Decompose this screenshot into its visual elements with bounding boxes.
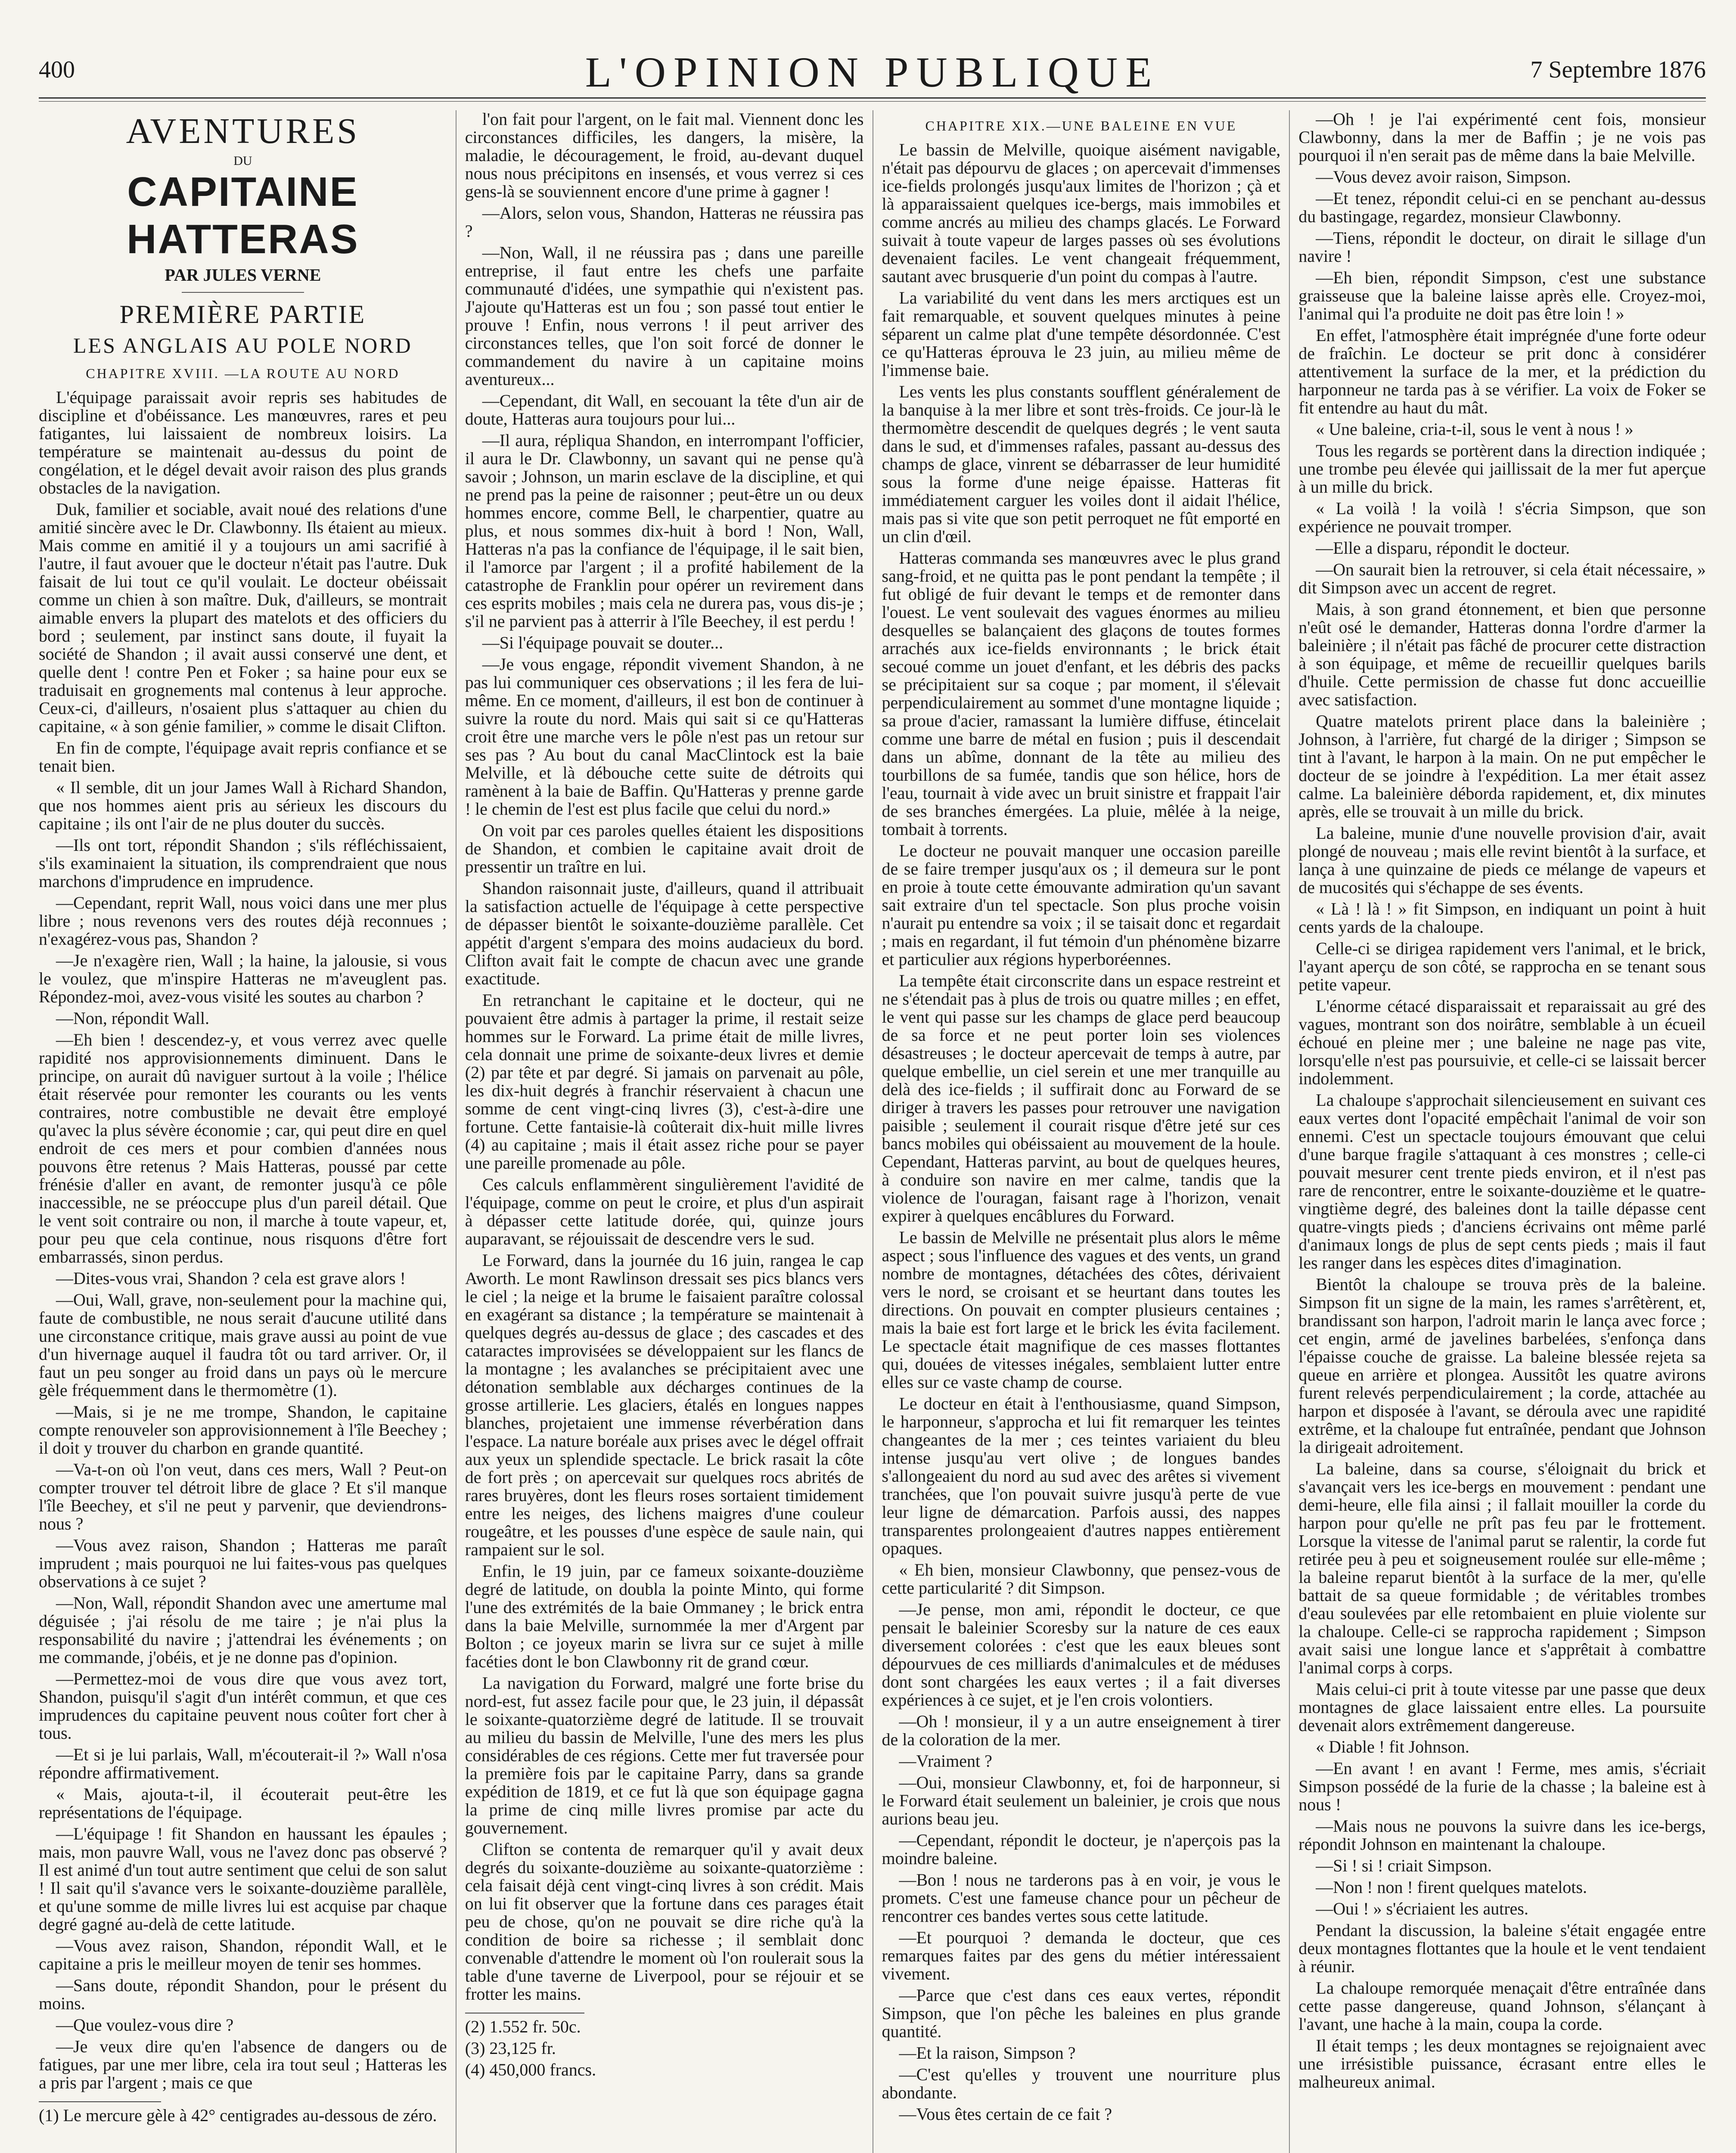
paragraph: —Cependant, répondit le docteur, je n'aperçois pas la moindre baleine. [882, 1830, 1281, 1868]
paragraph: Le docteur ne pouvait manquer une occasion pareille de se faire tremper jusqu'aux os ; il demeura sur le pont en proie à toute cette émouvante admiration qu'un savant sait extraire d'un tel spectacle. Son plus proche voisin n'aurait pu entendre sa voix ; il se taisait donc et regardait ; mais en regardant, il fut témoin d'un phénomène bizarre et particulier aux régions hyperboréennes. [882, 841, 1281, 969]
paragraph: En effet, l'atmosphère était imprégnée d'une forte odeur de fraîchin. Le docteur se prit donc à considérer attentivement la surface de la mer, et la prédiction du harponneur ne tarda pas à se vérifier. La voix de Foker se fit entendre au haut du mât. [1298, 326, 1706, 417]
paragraph: Quatre matelots prirent place dans la baleinière ; Johnson, à l'arrière, fut chargé de la diriger ; Simpson se tint à l'avant, le harpon à la main. On ne put empêcher le docteur de se joindre à l'expédition. La mer était assez calme. La baleinière déborda rapidement, et, dix minutes après, elle se trouvait à un mille du brick. [1298, 711, 1706, 821]
footnotes [39, 2106, 447, 2125]
paragraph: —Je pense, mon ami, répondit le docteur, ce que pensait le baleinier Scoresby sur la nature de ces eaux diversement colorées : c'est que les eaux bleues sont dépourvues de ces milliards d'animalcules et de méduses dont sont chargées les eaux vertes ; il a fait diverses expériences à ce sujet, et je l'en crois volontiers. [882, 1600, 1281, 1709]
paragraph: « Il semble, dit un jour James Wall à Richard Shandon, que nos hommes aient pris au sérieux les discours du capitaine ; ils ont l'air de ne plus douter du succès. [39, 778, 447, 833]
paragraph: —Je vous engage, répondit vivement Shandon, à ne pas lui communiquer ces observations ; il les fera de lui-même. En ce moment, d'ailleurs, il est bon de continuer à suivre la route du nord. Mais qui sait si ce qu'Hatteras croit être une marche vers le pôle n'est pas un retour sur ses pas ? Au bout du canal MacClintock est la baie Melville, et là débouche cette suite de détroits qui ramènent à la baie de Baffin. Qu'Hatteras y prenne garde ! le chemin de l'est est plus facile que celui du nord.» [465, 655, 864, 819]
paragraph: —Parce que c'est dans ces eaux vertes, répondit Simpson, que l'on pêche les baleines en plus grande quantité. [882, 1985, 1281, 2041]
paragraph: Enfin, le 19 juin, par ce fameux soixante-douzième degré de latitude, on doubla la pointe Minto, qui forme l'une des extrémités de la baie Ommaney ; le brick entra dans la baie Melville, surnommée la mer d'Argent par Bolton ; ce joyeux marin se livra sur ce sujet à mille facéties dont le bon Clawbonny rit de grand cœur. [465, 1561, 864, 1671]
paragraph: —Mais nous ne pouvons la suivre dans les ice-bergs, répondit Johnson en maintenant la chaloupe. [1298, 1816, 1706, 1854]
paragraph: —Oh ! monsieur, il y a un autre enseignement à tirer de la coloration de la mer. [882, 1712, 1281, 1749]
paragraph: —Sans doute, répondit Shandon, pour le présent du moins. [39, 1976, 447, 2013]
column-2 [456, 110, 873, 2153]
paragraph: —Cependant, dit Wall, en secouant la tête d'un air de doute, Hatteras aura toujours pour lui... [465, 391, 864, 428]
footnote: (4) 450,000 francs. [465, 2060, 596, 2079]
paragraph: —Oh ! je l'ai expérimenté cent fois, monsieur Clawbonny, dans la mer de Baffin ; je ne vois pas pourquoi il n'en serait pas de même dans la baie Melville. [1298, 110, 1706, 165]
serial-title: AVENTURES [126, 111, 360, 151]
paragraph: Le bassin de Melville ne présentait plus alors le même aspect ; sous l'influence des vagues et des vents, un grand nombre de montagnes, détachées des côtes, dérivaient vers le nord, se croisant et se heurtant dans toutes les directions. On pouvait en compter plusieurs centaines ; mais la baie est fort large et le brick les évita facilement. Le spectacle était magnifique de ces masses flottantes qui, douées de vitesses inégales, semblaient lutter entre elles sur ce vaste champ de course. [882, 1228, 1281, 1392]
paragraph: Clifton se contenta de remarquer qu'il y avait deux degrés du soixante-douzième au soixante-quatorzième : cela faisait déjà cent vingt-cinq livres à son crédit. Mais on lui fit observer que la fortune dans ces parages était peu de chose, qu'on ne pouvait se dire riche qu'à la condition de boire sa richesse ; il semblait donc convenable d'attendre le moment où l'on roulerait sous la table d'une taverne de Liverpool, pour se réjouir et se frotter les mains. [465, 1840, 864, 2004]
paragraph: Pendant la discussion, la baleine s'était engagée entre deux montagnes flottantes que la houle et le vent tendaient à réunir. [1298, 1920, 1706, 1976]
paragraph: —Non, Wall, répondit Shandon avec une amertume mal déguisée ; j'ai résolu de me taire ; je n'ai plus la responsabilité du navire ; j'attendrai les événements ; on me commande, j'obéis, et je ne donne pas d'opinion. [39, 1593, 447, 1667]
paragraph: Celle-ci se dirigea rapidement vers l'animal, et le brick, l'ayant aperçu de son côté, se rapprocha en se tenant sous petite vapeur. [1298, 939, 1706, 994]
paragraph: —Je veux dire qu'en l'absence de dangers ou de fatigues, par une mer libre, cela ira tout seul ; Hatteras les a pris par l'argent ; mais ce que [39, 2037, 447, 2092]
column-body [1298, 110, 1706, 2091]
paragraph: —Que voulez-vous dire ? [56, 2015, 234, 2035]
paragraph: Les vents les plus constants soufflent généralement de la banquise à la mer libre et sont très-froids. Ce jour-là le thermomètre descendit de quelques degrés ; le vent sauta dans le sud, et d'immenses rafales, passant au-dessus des champs de glace, vinrent se débarrasser de leur humidité sous la forme d'une neige épaisse. Hatteras fit immédiatement carguer les voiles dont il aidait l'hélice, mais pas si vite que son petit perroquet ne fût emporté en un clin d'œil. [882, 382, 1281, 546]
paragraph: —Oui, monsieur Clawbonny, et, foi de harponneur, si le Forward était seulement un baleinier, je crois que nous aurions beau jeu. [882, 1773, 1281, 1828]
paragraph: —Et la raison, Simpson ? [899, 2043, 1076, 2063]
paragraph: —Dites-vous vrai, Shandon ? cela est grave alors ! [56, 1269, 406, 1288]
paragraph: Bientôt la chaloupe se trouva près de la baleine. Simpson fit un signe de la main, les rames s'arrêtèrent, et, brandissant son harpon, l'adroit marin le lança avec force ; cet engin, armé de javelines barbelées, s'enfonça dans l'épaisse couche de graisse. La baleine blessée rejeta sa queue en arrière et plongea. Aussitôt les quatre avirons furent relevés perpendiculairement ; la corde, attachée au harpon et disposée à l'avant, se déroula avec une rapidité extrême, et la chaloupe fut entraînée, pendant que Johnson la dirigeait adroitement. [1298, 1275, 1706, 1457]
paragraph: L'énorme cétacé disparaissait et reparaissait au gré des vagues, montrant son dos noirâtre, semblable à un écueil échoué en pleine mer ; une baleine ne nage pas vite, lorsqu'elle n'est pas poursuivie, et celle-ci se laissait bercer indolemment. [1298, 996, 1706, 1088]
serial-du: DU [233, 154, 252, 168]
paragraph: —Ils ont tort, répondit Shandon ; s'ils réfléchissaient, s'ils examinaient la situation, ils comprendraient que nous marchons d'imprudence en imprudence. [39, 835, 447, 891]
paragraph: —En avant ! en avant ! Ferme, mes amis, s'écriait Simpson possédé de la furie de la chasse ; la baleine est à nous ! [1298, 1759, 1706, 1814]
masthead-rule [39, 97, 1706, 102]
paragraph: —Vous avez raison, Shandon ; Hatteras me paraît imprudent ; mais pourquoi ne lui faites-vous pas quelques observations à ce sujet ? [39, 1536, 447, 1591]
paragraph: « La voilà ! la voilà ! s'écria Simpson, que son expérience ne pouvait tromper. [1298, 499, 1706, 536]
paragraph: —Bon ! nous ne tarderons pas à en voir, je vous le promets. C'est une fameuse chance pour un pêcheur de rencontrer ces bandes vertes sous cette latitude. [882, 1870, 1281, 1926]
paragraph: —Mais, si je ne me trompe, Shandon, le capitaine compte renouveler son approvisionnement à l'île Beechey ; il doit y trouver du charbon en grande quantité. [39, 1402, 447, 1458]
column-body [39, 388, 447, 2092]
paragraph: —Oui, Wall, grave, non-seulement pour la machine qui, faute de combustible, ne nous serait d'aucune utilité dans une circonstance critique, mais grave aussi au point de vue d'un hivernage auquel il faudra tôt ou tard arriver. Or, il faut un peu songer au froid dans un pays où le mercure gèle fréquemment dans le thermomètre (1). [39, 1290, 447, 1400]
paragraph: —L'équipage ! fit Shandon en haussant les épaules ; mais, mon pauvre Wall, vous ne l'avez donc pas observé ? Il est animé d'un tout autre sentiment que celui de son salut ! Il sait qu'il s'avance vers le soixante-douzième parallèle, et qu'une somme de mille livres lui est acquise par chaque degré gagné au-delà de cette latitude. [39, 1824, 447, 1934]
column-body [465, 110, 864, 2003]
paragraph: —Et si je lui parlais, Wall, m'écouterait-il ?» Wall n'osa répondre affirmativement. [39, 1745, 447, 1782]
paragraph: La variabilité du vent dans les mers arctiques est un fait remarquable, et souvent quelques minutes à peine séparent un calme plat d'une tempête désordonnée. C'est ce qu'Hatteras éprouva le 23 juin, au milieu même de l'immense baie. [882, 288, 1281, 380]
journal-title: L'OPINION PUBLIQUE [585, 48, 1160, 96]
footnote: (3) 23,125 fr. [465, 2038, 556, 2058]
article-columns [39, 110, 1706, 2153]
paragraph: Le docteur en était à l'enthousiasme, quand Simpson, le harponneur, s'approcha et lui fit remarquer les teintes changeantes de la mer ; ces teintes variaient du bleu intense jusqu'au vert olive ; de longues bandes s'allongeaient du nord au sud avec des arêtes si vivement tranchées, que l'on pouvait suivre jusqu'à perte de vue leur ligne de démarcation. Parfois aussi, des nappes transparentes prolongeaient d'autres nappes entièrement opaques. [882, 1394, 1281, 1558]
paragraph: —Non ! non ! firent quelques matelots. [1316, 1877, 1587, 1897]
divider [182, 292, 304, 293]
paragraph: —C'est qu'elles y trouvent une nourriture plus abondante. [882, 2065, 1281, 2102]
paragraph: —Eh bien, répondit Simpson, c'est une substance graisseuse que la baleine laisse après elle. Croyez-moi, l'animal qui l'a produite ne doit pas être loin ! » [1298, 268, 1706, 323]
paragraph: —Eh bien ! descendez-y, et vous verrez avec quelle rapidité nos approvisionnements diminuent. Dans le principe, on aurait dû naviguer surtout à la voile ; l'hélice était réservée pour remonter les courants ou les vents contraires, notre combustible ne devait être employé qu'avec la plus sévère économie ; car, qui peut dire en quel endroit de ces mers et pour combien d'années nous pouvons être retenus ? Mais Hatteras, poussé par cette frénésie d'aller en avant, de remonter jusqu'à ce pôle inaccessible, ne se préoccupe plus d'un pareil détail. Que le vent soit contraire ou non, il marche à toute vapeur, et, pour peu que cela continue, nous risquons d'être fort embarrassés, sinon perdus. [39, 1030, 447, 1266]
paragraph: —On saurait bien la retrouver, si cela était nécessaire, » dit Simpson avec un accent de regret. [1298, 560, 1706, 597]
paragraph: —Si ! si ! criait Simpson. [1316, 1856, 1492, 1875]
serial-author: PAR JULES VERNE [165, 265, 321, 285]
serial-heading [39, 110, 447, 358]
paragraph: « Diable ! fit Johnson. [1316, 1737, 1469, 1756]
paragraph: —Et tenez, répondit celui-ci en se penchant au-dessus du bastingage, regardez, monsieur Clawbonny. [1298, 189, 1706, 226]
paragraph: —Si l'équipage pouvait se douter... [482, 633, 724, 652]
paragraph: —Vous devez avoir raison, Simpson. [1316, 167, 1571, 186]
page-number: 400 [39, 56, 75, 83]
paragraph: Il était temps ; les deux montagnes se rejoignaient avec une irrésistible puissance, écrasant entre elles le malheureux animal. [1298, 2036, 1706, 2091]
column-4 [1289, 110, 1706, 2153]
masthead [39, 43, 1706, 95]
paragraph: —Non, Wall, il ne réussira pas ; dans une pareille entreprise, il faut entre les chefs une parfaite communauté d'idées, une sympathie qui n'existent pas. J'ajoute qu'Hatteras est un fou ; son passé tout entier le prouve ! Enfin, nous verrons ! il peut arriver des circonstances telles, que l'on soit forcé de donner le commandement du navire à un capitaine moins aventureux... [465, 243, 864, 389]
paragraph: Duk, familier et sociable, avait noué des relations d'une amitié sincère avec le Dr. Clawbonny. Ils étaient au mieux. Mais comme en amitié il y a toujours un ami sacrifié à l'autre, il faut avouer que le docteur n'était pas l'autre. Duk faisait de lui tout ce qu'il voulait. Le docteur obéissait comme un chien à son maître. Duk, d'ailleurs, se montrait aimable envers la plupart des matelots et des officiers du bord ; seulement, par instinct sans doute, il fuyait la société de Shandon ; il avait aussi conservé une dent, et quelle dent ! contre Pen et Foker ; sa haine pour eux se traduisait en grognements mal contenus à leur approche. Ceux-ci, d'ailleurs, n'osaient plus s'attaquer au chien du capitaine, « à son génie familier, » comme le disait Clifton. [39, 499, 447, 736]
paragraph: L'équipage paraissait avoir repris ses habitudes de discipline et d'obéissance. Les manœuvres, rares et peu fatigantes, lui laissaient de nombreux loisirs. La température se maintenait au-dessus du point de congélation, et le dégel devait avoir raison des plus grands obstacles de la navigation. [39, 388, 447, 497]
paragraph: « Eh bien, monsieur Clawbonny, que pensez-vous de cette particularité ? dit Simpson. [882, 1560, 1281, 1598]
paragraph: Ces calculs enflammèrent singulièrement l'avidité de l'équipage, comme on peut le croire, et plus d'un aspirait à dépasser cette latitude dorée, qui, quinze jours auparavant, se réjouissait de descendre vers le sud. [465, 1175, 864, 1248]
paragraph: Le Forward, dans la journée du 16 juin, rangea le cap Aworth. Le mont Rawlinson dressait ses pics blancs vers le ciel ; la neige et la brume le faisaient paraître colossal en exagérant sa distance ; la température se maintenait à quelques degrés au-dessus de glace ; des cascades et des cataractes improvisées se développaient sur les flancs de la montagne ; les avalanches se précipitaient avec une détonation semblable aux décharges continues de la grosse artillerie. Les glaciers, étalés en longues nappes blanches, projetaient une immense réverbération dans l'espace. La nature boréale aux prises avec le dégel offrait aux yeux un splendide spectacle. Le brick rasait la côte de fort près ; on apercevait sur quelques rocs abrités de rares bruyères, dont les fleurs roses sortaient timidement entre les neiges, des lichens maigres d'une couleur rougeâtre, et les pousses d'une espèce de saule nain, qui rampaient sur le sol. [465, 1250, 864, 1559]
paragraph: —Et pourquoi ? demanda le docteur, que ces remarques faites par des gens du métier intéressaient vivement. [882, 1928, 1281, 1983]
paragraph: La chaloupe s'approchait silencieusement en suivant ces eaux vertes dont l'opacité empêchait l'animal de voir son ennemi. C'est un spectacle toujours émouvant que celui d'une barque fragile s'attaquant à ces monstres ; celle-ci pouvait mesurer cent trente pieds environ, et il n'est pas rare de rencontrer, entre le soixante-douzième et le quatre-vingtième degré, des baleines dont la taille dépasse cent quatre-vingts pieds ; d'anciens écrivains ont même parlé d'animaux longs de plus de sept cents pieds ; mais il faut les ranger dans les espèces dites d'imagination. [1298, 1090, 1706, 1272]
paragraph: —Vous êtes certain de ce fait ? [899, 2104, 1112, 2124]
paragraph: La baleine, dans sa course, s'éloignait du brick et s'avançait vers les ice-bergs en mouvement : pendant une demi-heure, elle fila ainsi ; il fallait mouiller la corde du harpon pour qu'elle ne prît pas feu par le frottement. Lorsque la vitesse de l'animal parut se ralentir, la corde fut retirée peu à peu et soigneusement roulée sur elle-même ; la baleine reparut bientôt à la surface de la mer, qu'elle battait de sa queue formidable ; de véritables trombes d'eau soulevées par elle retombaient en pluie violente sur la chaloupe. Celle-ci se rapprocha rapidement ; Simpson avait saisi une longue lance et s'apprêtait à combattre l'animal corps à corps. [1298, 1459, 1706, 1677]
paragraph: —Alors, selon vous, Shandon, Hatteras ne réussira pas ? [465, 203, 864, 241]
paragraph: En fin de compte, l'équipage avait repris confiance et se tenait bien. [39, 738, 447, 776]
chapter-heading: CHAPITRE XIX.—UNE BALEINE EN VUE [925, 118, 1237, 133]
paragraph: —Permettez-moi de vous dire que vous avez tort, Shandon, puisqu'il s'agit d'un intérêt commun, et que ces imprudences du capitaine peuvent nous coûter fort cher à tous. [39, 1669, 447, 1743]
paragraph: La chaloupe remorquée menaçait d'être entraînée dans cette passe dangereuse, quand Johnson, s'élançant à l'avant, une hache à la main, coupa la corde. [1298, 1978, 1706, 2034]
paragraph: —Vraiment ? [899, 1751, 992, 1771]
paragraph: —Je n'exagère rien, Wall ; la haine, la jalousie, si vous le voulez, que m'inspire Hatteras ne m'aveuglent pas. Répondez-moi, avez-vous visité les soutes au charbon ? [39, 951, 447, 1006]
paragraph: Le bassin de Melville, quoique aisément navigable, n'était pas dépourvu de glaces ; on apercevait d'immenses ice-fields prolongés jusqu'aux limites de l'horizon ; çà et là apparaissaient quelques ice-bergs, mais immobiles et comme ancrés au milieu des champs glacés. Le Forward suivait à toute vapeur de larges passes où ses évolutions devenaient faciles. Le vent changeait fréquemment, sautant avec brusquerie d'un point du compas à l'autre. [882, 140, 1281, 286]
paragraph: Mais celui-ci prit à toute vitesse par une passe que deux montagnes de glace laissaient entre elles. La poursuite devenait alors extrêmement dangereuse. [1298, 1679, 1706, 1735]
paragraph: « Là ! là ! » fit Simpson, en indiquant un point à huit cents yards de la chaloupe. [1298, 899, 1706, 937]
paragraph: « Une baleine, cria-t-il, sous le vent à nous ! » [1316, 419, 1634, 439]
serial-name: CAPITAINE HATTERAS [127, 169, 359, 262]
footnote-rule [39, 2101, 161, 2102]
footnotes [465, 2018, 864, 2079]
paragraph: En retranchant le capitaine et le docteur, qui ne pouvaient être admis à partager la prime, il restait seize hommes sur le Forward. La prime était de mille livres, cela donnait une prime de soixante-deux livres et demie (2) par tête et par degré. Si jamais on parvenait au pôle, les dix-huit degrés à franchir réservaient à chacun une somme de cent vingt-cinq livres (3), c'est-à-dire une fortune. Cette fantaisie-là coûterait dix-huit mille livres (4) au capitaine ; mais il était assez riche pour se payer une pareille promenade au pôle. [465, 990, 864, 1173]
footnote: (1) Le mercure gèle à 42° centigrades au-dessous de zéro. [39, 2106, 437, 2125]
column-1 [39, 110, 456, 2153]
paragraph: —Tiens, répondit le docteur, on dirait le sillage d'un navire ! [1298, 228, 1706, 266]
column-3 [873, 110, 1289, 2153]
footnote: (2) 1.552 fr. 50c. [465, 2017, 581, 2036]
paragraph: —Elle a disparu, répondit le docteur. [1316, 538, 1570, 558]
paragraph: Mais, à son grand étonnement, et bien que personne n'eût osé le demander, Hatteras donna l'ordre d'armer la baleinière ; il n'était pas fâché de procurer cette distraction à son équipage, et même de recueillir quelques barils d'huile. Cette permission de chasse fut donc accueillie avec satisfaction. [1298, 599, 1706, 709]
paragraph: l'on fait pour l'argent, on le fait mal. Viennent donc les circonstances difficiles, les dangers, la misère, la maladie, le découragement, le froid, au-devant duquel nous nous précipitons en insensés, et vous verrez si ces gens-là se souviennent encore d'une prime à gagner ! [465, 110, 864, 201]
paragraph: —Cependant, reprit Wall, nous voici dans une mer plus libre ; nous revenons vers des routes déjà reconnues ; n'exagérez-vous pas, Shandon ? [39, 893, 447, 949]
issue-date: 7 Septembre 1876 [1530, 56, 1706, 83]
paragraph: —Vous avez raison, Shandon, répondit Wall, et le capitaine a pris le meilleur moyen de tenir ses hommes. [39, 1936, 447, 1973]
part-title: PREMIÈRE PARTIE [119, 300, 366, 329]
paragraph: —Va-t-on où l'on veut, dans ces mers, Wall ? Peut-on compter trouver tel détroit libre de glace ? Et s'il manque l'île Beechey, et s'il ne peut y parvenir, que deviendrons-nous ? [39, 1460, 447, 1533]
paragraph: Tous les regards se portèrent dans la direction indiquée ; une trombe peu élevée qui jaillissait de la mer fut aperçue à un mille du brick. [1298, 441, 1706, 496]
column-body [882, 141, 1281, 2123]
paragraph: Hatteras commanda ses manœuvres avec le plus grand sang-froid, et ne quitta pas le pont pendant la tempête ; il fut obligé de fuir devant le temps et de remonter dans l'ouest. Le vent soulevait des vagues énormes au milieu desquelles se balançaient des glaçons de toutes formes arrachés aux ice-fields environnants ; le brick était secoué comme un jouet d'enfant, et les débris des packs se précipitaient sur sa coque ; par moment, il s'élevait perpendiculairement au sommet d'une montagne liquide ; sa proue d'acier, ramassant la lumière diffuse, étincelait comme une barre de métal en fusion ; puis il descendait dans un abîme, donnant de la tête au milieu des tourbillons de sa fumée, tandis que son hélice, hors de l'eau, tournait à vide avec un bruit sinistre et frappait l'air de ses branches émergées. La pluie, mêlée à la neige, tombait à torrents. [882, 548, 1281, 839]
chapter-heading: CHAPITRE XVIII. —LA ROUTE AU NORD [86, 366, 400, 381]
paragraph: On voit par ces paroles quelles étaient les dispositions de Shandon, et combien le capitaine avait droit de pressentir un traître en lui. [465, 821, 864, 876]
paragraph: —Non, répondit Wall. [56, 1008, 209, 1028]
paragraph: « Mais, ajouta-t-il, il écouterait peut-être les représentations de l'équipage. [39, 1784, 447, 1822]
paragraph: Shandon raisonnait juste, d'ailleurs, quand il attribuait la satisfaction actuelle de l'équipage à cette perspective de dépasser bientôt le soixante-douzième parallèle. Cet appétit d'argent s'empara des moins audacieux du bord. Clifton avait fait le compte de chacun avec une grande exactitude. [465, 878, 864, 988]
paragraph: La navigation du Forward, malgré une forte brise du nord-est, fut assez facile pour que, le 23 juin, il dépassât le soixante-quatorzième degré de latitude. Il se trouvait au milieu du bassin de Melville, l'une des mers les plus considérables de ces régions. Cette mer fut traversée pour la première fois par le capitaine Parry, dans sa grande expédition de 1819, et ce fut là que son équipage gagna la prime de cinq mille livres promise par acte du gouvernement. [465, 1673, 864, 1837]
paragraph: —Oui ! » s'écriaient les autres. [1316, 1899, 1528, 1918]
paragraph: —Il aura, répliqua Shandon, en interrompant l'officier, il aura le Dr. Clawbonny, un savant qui ne pense qu'à savoir ; Johnson, un marin esclave de la discipline, et qui ne prend pas la peine de raisonner ; peut-être un ou deux hommes encore, comme Bell, le charpentier, quatre au plus, et nous sommes dix-huit à bord ! Non, Wall, Hatteras n'a pas la confiance de l'équipage, il le sait bien, il l'amorce par l'argent ; il a profité habilement de la catastrophe de Franklin pour opérer un revirement dans ces esprits mobiles ; mais cela ne durera pas, vous dis-je ; s'il ne parvient pas à atterrir à l'île Beechey, il est perdu ! [465, 431, 864, 631]
paragraph: La tempête était circonscrite dans un espace restreint et ne s'étendait pas à plus de trois ou quatre milles ; en effet, le vent qui passe sur les champs de glace perd beaucoup de sa force et ne peut porter loin ses violences désastreuses ; le docteur apercevait de temps à autre, par quelque embellie, un ciel serein et une mer tranquille au delà des ice-fields ; il suffirait donc au Forward de se diriger à travers les passes pour retrouver une navigation paisible ; seulement il courait risque d'être jeté sur ces bancs mobiles qui obéissaient au mouvement de la houle. Cependant, Hatteras parvint, au bout de quelques heures, à conduire son navire en mer calme, tandis que la violence de l'ouragan, faisant rage à l'horizon, venait expirer à quelques encâblures du Forward. [882, 971, 1281, 1225]
paragraph: La baleine, munie d'une nouvelle provision d'air, avait plongé de nouveau ; mais elle revint bientôt à la surface, et lança à une quinzaine de pieds ce mélange de vapeurs et de mucosités qui s'échappe de ses évents. [1298, 823, 1706, 897]
part-subtitle: LES ANGLAIS AU POLE NORD [73, 333, 413, 357]
